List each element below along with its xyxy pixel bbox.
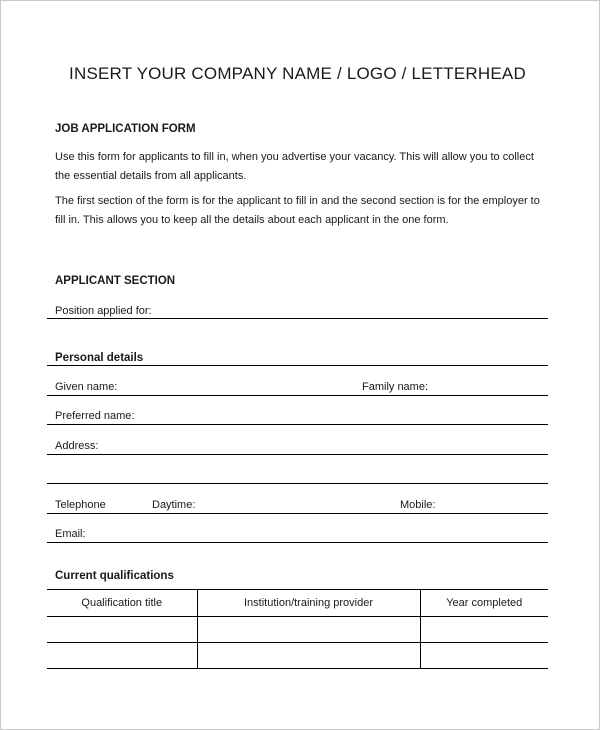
institution-provider-column-header: Institution/training provider <box>197 590 420 617</box>
intro-paragraph-1 <box>47 148 548 186</box>
qualifications-data-row-2 <box>47 643 548 669</box>
intro-paragraph-2-line-1: The first section of the form is for the applicant to fill in and the second section is for the employer to <box>55 195 540 207</box>
position-applied-label: Position applied for: <box>55 305 152 317</box>
address-row-2 <box>47 455 548 485</box>
daytime-label: Daytime: <box>152 498 196 511</box>
email-row <box>47 514 548 544</box>
intro-paragraph-1-line-2: the essential details from all applicants. <box>55 170 247 182</box>
preferred-name-field[interactable] <box>134 410 548 422</box>
institution-provider-cell-2[interactable] <box>197 643 420 669</box>
given-name-group <box>55 378 362 393</box>
daytime-group <box>152 496 400 511</box>
family-name-label: Family name: <box>362 380 429 393</box>
address-row <box>47 425 548 455</box>
qualifications-data-row-1 <box>47 617 548 643</box>
year-completed-cell-2[interactable] <box>420 643 548 669</box>
address-field[interactable] <box>98 440 548 452</box>
qualification-title-column-header: Qualification title <box>47 590 197 617</box>
institution-provider-cell-1[interactable] <box>197 617 420 643</box>
preferred-name-label: Preferred name: <box>55 410 135 422</box>
mobile-phone-field[interactable] <box>435 499 548 511</box>
preferred-name-row <box>47 396 548 426</box>
current-qualifications-heading: Current qualifications <box>55 570 174 582</box>
intro-paragraph-1-line-1: Use this form for applicants to fill in, when you advertise your vacancy. This will allow you to collect <box>55 151 534 163</box>
position-applied-field[interactable] <box>152 305 548 317</box>
address-label: Address: <box>55 439 99 452</box>
job-application-form-heading: JOB APPLICATION FORM <box>55 123 196 135</box>
position-applied-row <box>47 289 548 319</box>
intro-paragraph-2 <box>47 192 548 230</box>
letterhead-title: INSERT YOUR COMPANY NAME / LOGO / LETTERHEAD <box>69 64 526 83</box>
telephone-label: Telephone <box>55 498 106 511</box>
name-row <box>47 366 548 396</box>
qualifications-table <box>47 589 548 669</box>
family-name-field[interactable] <box>428 381 548 393</box>
qualification-title-cell-2[interactable] <box>47 643 197 669</box>
mobile-label: Mobile: <box>400 498 436 511</box>
given-name-label: Given name: <box>55 380 118 393</box>
document-content <box>47 1 548 669</box>
telephone-row <box>47 484 548 514</box>
intro-paragraph-2-line-2: fill in. This allows you to keep all the details about each applicant in the one form. <box>55 214 449 226</box>
qualification-title-cell-1[interactable] <box>47 617 197 643</box>
personal-details-heading-row <box>47 347 548 366</box>
year-completed-cell-1[interactable] <box>420 617 548 643</box>
personal-details-heading: Personal details <box>55 352 144 364</box>
qualifications-header-row <box>47 590 548 617</box>
year-completed-column-header: Year completed <box>446 597 523 609</box>
email-field[interactable] <box>86 528 548 540</box>
applicant-section-heading: APPLICANT SECTION <box>55 275 176 287</box>
email-label: Email: <box>55 528 86 540</box>
address-field-line-2[interactable] <box>55 469 548 481</box>
